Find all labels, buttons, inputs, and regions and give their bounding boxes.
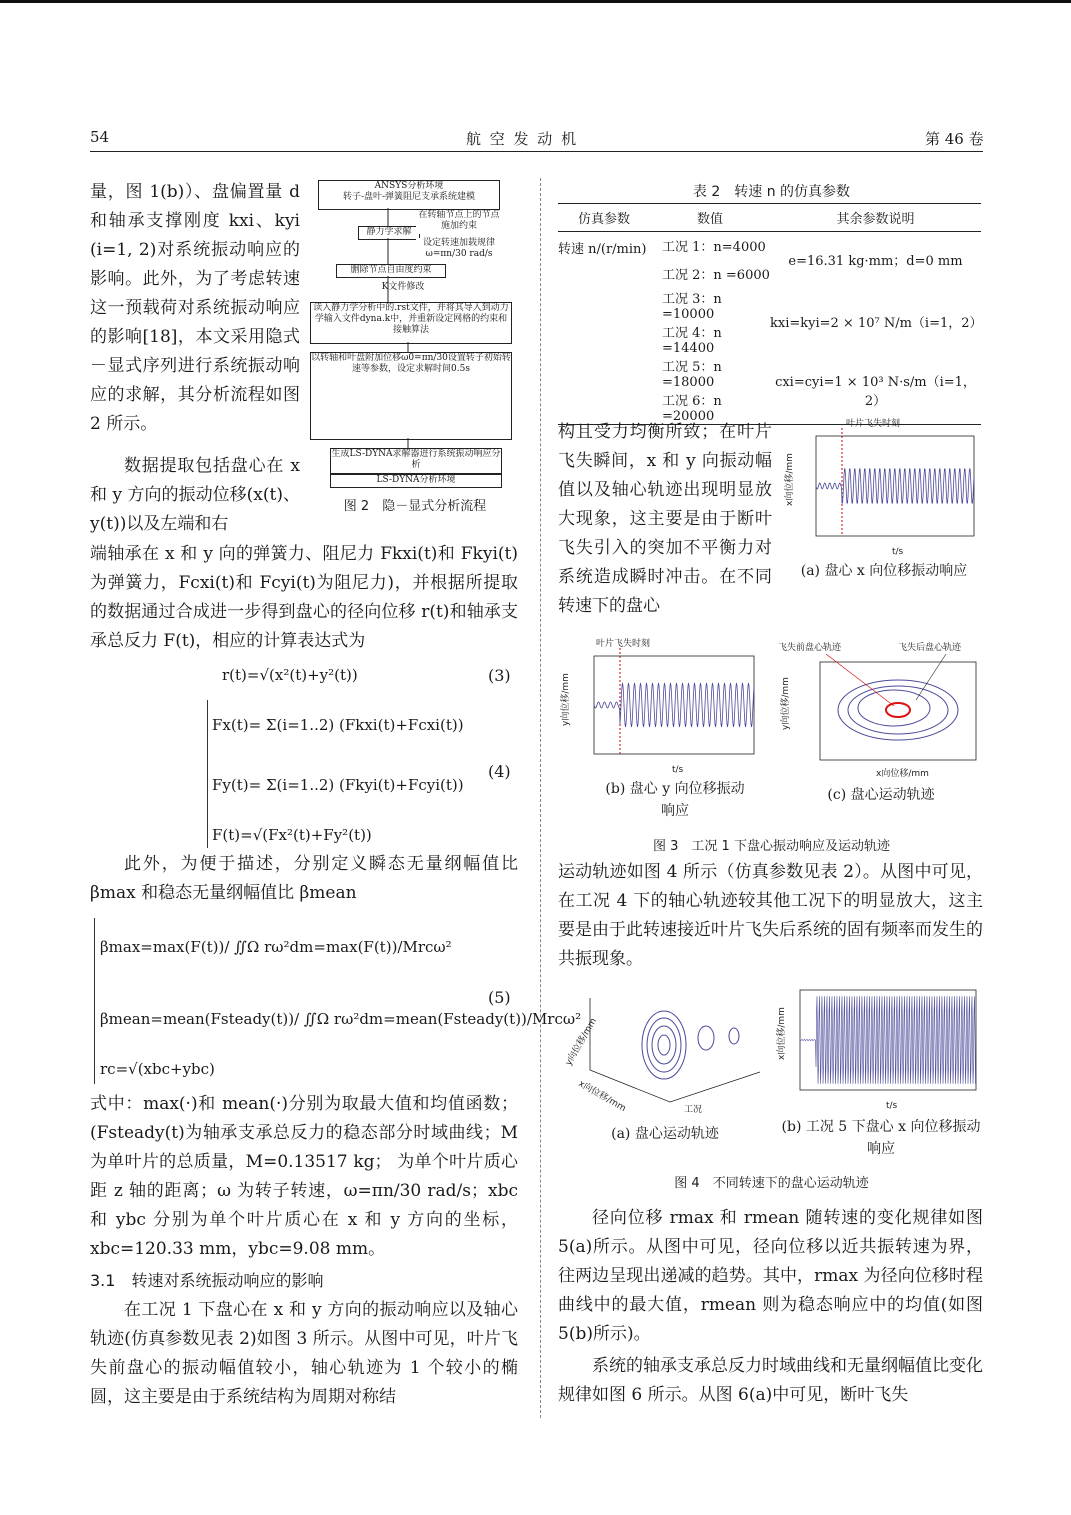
axis-label: t/s xyxy=(892,547,904,556)
figure-4b-caption: (b) 工况 5 下盘心 x 向位移振动响应 xyxy=(781,1119,981,1157)
axis-label: 工况 xyxy=(684,1105,703,1115)
flow-box-label: ANSYS分析环境 xyxy=(374,181,444,191)
annotation: 飞失前盘心轨迹 xyxy=(778,643,842,653)
top-rule xyxy=(0,0,1071,3)
equation-3: r(t)=√(x²(t)+y²(t)) xyxy=(222,666,358,684)
flow-box-params: 以转轴和叶盘附加位移ω0=πn/30设置转子初始转速等参数，设定求解时间0.5s xyxy=(310,352,512,440)
table-row xyxy=(558,232,981,260)
equation-5b: βmean=mean(Fsteady(t))/ ∬Ω rω²dm=mean(Fsteady(t))/Mrcω² xyxy=(100,1010,582,1028)
table-cell-note: cxi=cyi=1 × 10³ N·s/m（i=1，2） xyxy=(775,374,976,409)
table-cell: 工况 1：n=4000 xyxy=(662,240,766,256)
equation-5-brace xyxy=(94,918,95,1084)
series-line xyxy=(800,996,976,1083)
equation-5-number: (5) xyxy=(488,988,511,1007)
flow-box-read: 读入静力学分析中的.rst文件，并将其导入到动力学输入文件dyna.k中，并重新设定网格的约束和接触算法 xyxy=(310,302,512,344)
table-cell: 工况 3：n =10000 xyxy=(662,291,722,322)
series-line xyxy=(594,683,754,727)
page-number: 54 xyxy=(90,128,110,146)
equation-4c: F(t)=√(Fx²(t)+Fy²(t)) xyxy=(212,826,372,844)
figure-3b-plot xyxy=(560,634,770,774)
axis-label: y向位移/mm xyxy=(563,1016,600,1068)
annotation: 飞失后盘心轨迹 xyxy=(898,643,962,653)
axis-label: y向位移/mm xyxy=(781,677,791,730)
right-para3: 径向位移 rmax 和 rmean 随转速的变化规律如图 5(a)所示。从图中可见，径向位移以近共振转速为界，往两边呈现出递减的趋势。其中，rmax 为径向位移时程曲线中的最大值，rmean 则为稳态响应中的均值(如图 5(b)所示)。 xyxy=(558,1208,983,1344)
axis-label: x向位移/mm xyxy=(785,453,795,506)
para4: 式中：max(·)和 mean(·)分别为取最大值和均值函数；(Fsteady(t)为轴承支承总反力的稳态部分时域曲线；M 为单叶片的总质量，M=0.13517 kg； 为单个叶片质心距 z 轴的距离；ω 为转子转速，ω=πn/30 rad/s；xbc 和 ybc 分别为单个叶片质心在 x 和 y 方向的坐标，xbc=120.33 mm，ybc=9.08 mm。 xyxy=(90,1094,518,1259)
journal-title: 航 空 发 动 机 xyxy=(466,130,579,148)
table-header: 数值 xyxy=(696,212,723,227)
figure-2-caption: 图 2 隐－显式分析流程 xyxy=(343,499,487,514)
figure-4b-plot xyxy=(776,982,986,1112)
figure-4b xyxy=(776,982,986,1172)
figure-3-caption: 图 3 工况 1 下盘心振动响应及运动轨迹 xyxy=(653,839,890,854)
flow-box-lsdyna: LS-DYNA分析环境 xyxy=(330,474,502,488)
equation-4-number: (4) xyxy=(488,762,511,781)
flow-note: K文件修改 xyxy=(368,282,438,294)
para3: 此外，为便于描述，分别定义瞬态无量纲幅值比 βmax 和稳态无量纲幅值比 βmean xyxy=(90,854,518,903)
figure-4a-plot xyxy=(560,990,770,1115)
axis-label: x向位移/mm xyxy=(576,1078,628,1115)
para2b: 端轴承在 x 和 y 向的弹簧力、阻尼力 Fkxi(t)和 Fkyi(t)为弹簧力，Fcxi(t)和 Fcyi(t)为阻尼力)，并根据所提取的数据通过合成进一步得到盘心的径向位移 r(t)和轴承支承总反力 F(t)，相应的计算表达式为 xyxy=(90,544,518,651)
header-rule xyxy=(90,151,983,152)
axis-label: y向位移/mm xyxy=(561,673,571,726)
axis-label: x向位移/mm xyxy=(777,1007,787,1060)
table-cell-note: e=16.31 kg·mm；d=0 mm xyxy=(788,254,963,270)
flow-box-delete: 删除节点自由度约束 xyxy=(336,264,446,278)
axis-label: x向位移/mm xyxy=(876,769,929,779)
para2a: 数据提取包括盘心在 x 和 y 方向的振动位移(x(t)、y(t))以及左端和右 xyxy=(90,456,300,534)
figure-3c xyxy=(776,640,986,810)
table-cell: 工况 2：n =6000 xyxy=(662,268,770,283)
table-header: 其余参数说明 xyxy=(836,212,915,227)
equation-5a: βmax=max(F(t))/ ∬Ω rω²dm=max(F(t))/Mrcω² xyxy=(100,938,452,956)
table-header: 仿真参数 xyxy=(577,212,630,227)
annotation: 叶片飞失时刻 xyxy=(846,419,901,429)
table-cell-note: kxi=kyi=2 × 10⁷ N/m（i=1，2） xyxy=(770,316,983,331)
volume: 第 46 卷 xyxy=(925,130,984,148)
figure-3b xyxy=(560,634,770,834)
equation-4-brace xyxy=(207,700,208,848)
annotation: 叶片飞失时刻 xyxy=(596,639,651,649)
figure-4a-caption: (a) 盘心运动轨迹 xyxy=(611,1126,719,1142)
equation-4a: Fx(t)= Σ(i=1..2) (Fkxi(t)+Fcxi(t)) xyxy=(212,716,464,734)
equation-3-number: (3) xyxy=(488,666,511,685)
series-line xyxy=(816,469,974,503)
flow-box-label: 转子-盘叶-弹簧阻尼支承系统建模 xyxy=(342,192,476,202)
figure-4a xyxy=(560,990,770,1170)
flow-arrows xyxy=(308,180,523,500)
flow-note: 设定转速加载规律ω=πn/30 rad/s xyxy=(416,238,502,262)
table-cell: 工况 5：n =18000 xyxy=(662,359,722,390)
section-3-1: 3.1 转速对系统振动响应的影响 xyxy=(90,1271,324,1290)
table-2-title: 表 2 转速 n 的仿真参数 xyxy=(692,184,851,200)
table-cell-param: 转速 n/(r/min) xyxy=(558,242,647,257)
flow-note: 在转轴节点上的节点施加约束 xyxy=(416,210,502,234)
figure-3c-caption: (c) 盘心运动轨迹 xyxy=(827,787,935,803)
equation-4b: Fy(t)= Σ(i=1..2) (Fkyi(t)+Fcyi(t)) xyxy=(212,776,464,794)
axis-label: t/s xyxy=(886,1101,898,1111)
figure-2-flowchart xyxy=(308,180,523,500)
table-cell: 工况 4：n =14400 xyxy=(662,325,722,356)
flow-box-static: 静力学求解 xyxy=(358,226,420,240)
figure-4-caption: 图 4 不同转速下的盘心运动轨迹 xyxy=(674,1176,869,1191)
equation-5c: rc=√(xbc+ybc) xyxy=(100,1060,215,1078)
figure-3a-plot xyxy=(784,416,984,556)
table-2 xyxy=(558,203,981,425)
right-para4: 系统的轴承支承总反力时域曲线和无量纲幅值比变化规律如图 6 所示。从图 6(a)中可见，断叶飞失 xyxy=(558,1356,983,1405)
figure-3b-caption: (b) 盘心 y 向位移振动响应 xyxy=(605,781,745,819)
right-para1: 构且受力均衡所致；在叶片飞失瞬间，x 和 y 向振动幅值以及轴心轨迹出现明显放大现象，这主要是由于断叶飞失引入的突加不平衡力对系统造成瞬时冲击。在不同转速下的盘心 xyxy=(558,422,772,616)
table-cell: 工况 6：n =20000 xyxy=(662,393,722,424)
intro-paragraph: 量，图 1(b)）、盘偏置量 d 和轴承支撑刚度 kxi、kyi (i=1, 2)对系统振动响应的影响。此外，为了考虑转速这一预载荷对系统振动响应的影响[18]，本文采用隐式－显式序列进行系统振动响应的求解，其分析流程如图 2 所示。 xyxy=(90,182,300,434)
axis-label: t/s xyxy=(672,765,684,774)
flow-box-solve: 生成LS-DYNA求解器进行系统振动响应分析 xyxy=(330,448,502,474)
right-para2: 运动轨迹如图 4 所示（仿真参数见表 2）。从图中可见，在工况 4 下的轴心轨迹较其他工况下的明显放大，这主要是由于此转速接近叶片飞失后系统的固有频率而发生的共振现象。 xyxy=(558,862,983,969)
figure-3a-caption: (a) 盘心 x 向位移振动响应 xyxy=(800,563,968,579)
table-header-row xyxy=(558,204,981,232)
figure-3a xyxy=(784,416,984,616)
para5: 在工况 1 下盘心在 x 和 y 方向的振动响应以及轴心轨迹(仿真参数见表 2)如图 3 所示。从图中可见，叶片飞失前盘心的振动幅值较小，轴心轨迹为 1 个较小的椭圆，这主要是由于系统结构为周期对称结 xyxy=(90,1300,518,1407)
figure-3c-plot xyxy=(776,640,986,780)
column-separator xyxy=(540,178,541,1418)
